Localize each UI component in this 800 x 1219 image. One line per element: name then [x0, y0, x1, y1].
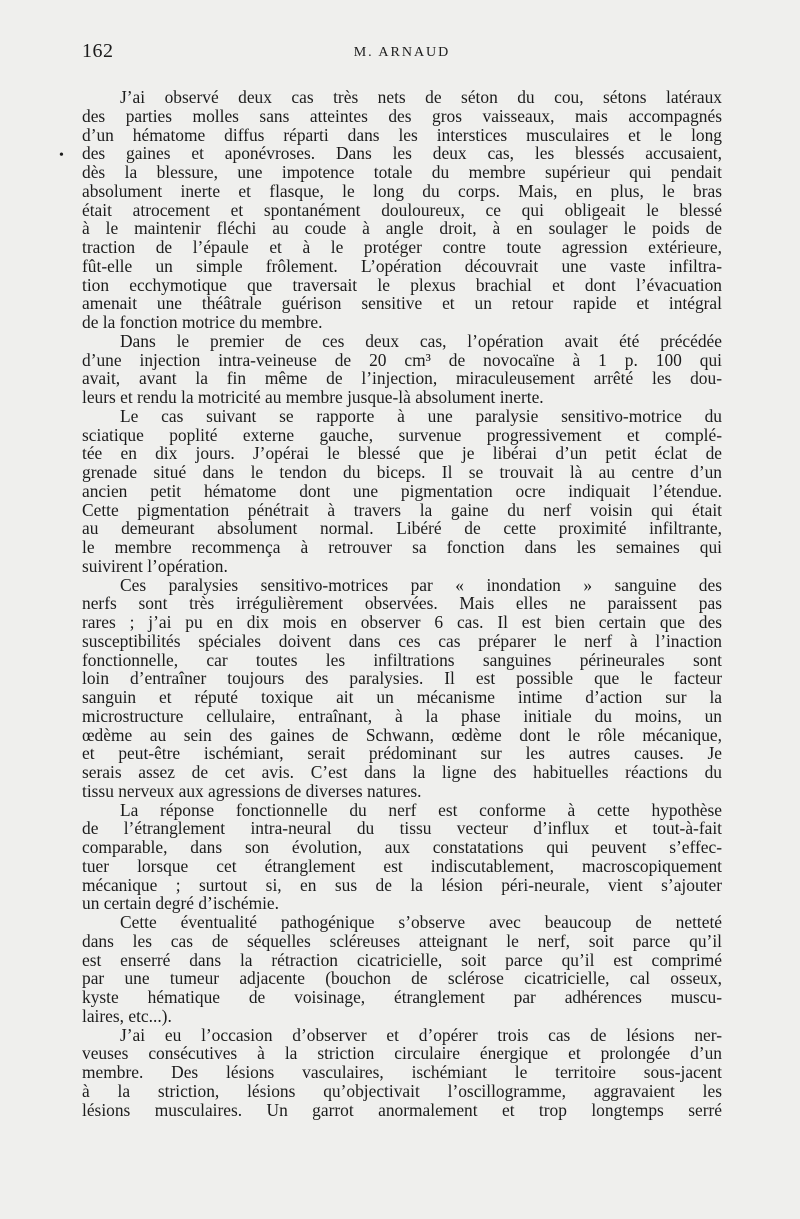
paragraph — [82, 1026, 722, 1120]
text-line: rares ; j’ai pu en dix mois en observer 6 cas. Il est bien certain que des — [82, 612, 722, 632]
text-line: absolument inerte et flasque, le long du corps. Mais, en plus, le bras — [82, 180, 722, 201]
text-line: tissu nerveux aux agressions de diverses natures. — [82, 780, 422, 801]
running-head: M. ARNAUD — [353, 45, 451, 60]
page-number: 162 — [82, 40, 114, 62]
text-line: lésions musculaires. Un garrot anormalement et trop longtemps serré — [82, 1099, 722, 1120]
text-line: est enserré dans la rétraction cicatricielle, soit parce qu’il est comprimé — [82, 949, 722, 970]
text-line: à la striction, lésions qu’objectivait l’oscillogramme, aggravaient les — [82, 1080, 722, 1101]
text-line: ancien petit hématome dont une pigmentation ocre indiquait l’étendue. — [82, 480, 722, 501]
paragraph — [82, 801, 722, 914]
text-line: leurs et rendu la motricité au membre jusque-là absolument inerte. — [82, 387, 544, 407]
text-line: J’ai observé deux cas très nets de séton du cou, sétons latéraux — [120, 87, 722, 107]
text-line: amenait une théâtrale guérison sensitive et un retour rapide et intégral — [82, 293, 722, 314]
paragraph — [82, 332, 722, 407]
text-line: avait, avant la fin même de l’injection, miraculeusement arrêté les dou- — [82, 368, 722, 389]
text-line: œdème au sein des gaines de Schwann, œdème dont le rôle mécanique, — [82, 724, 722, 745]
text-line: était atrocement et spontanément douloureux, ce qui obligeait le blessé — [82, 199, 722, 220]
text-line: dans les cas de séquelles scléreuses atteignant le nerf, soit parce qu’il — [82, 930, 722, 951]
text-line: fût-elle un simple frôlement. L’opération découvrait une vaste infiltra- — [82, 255, 722, 276]
text-line: Le cas suivant se rapporte à une paralysie sensitivo-motrice du — [120, 405, 722, 426]
paragraph — [82, 913, 722, 1026]
text-line: le membre recommença à retrouver sa fonction dans les semaines qui — [82, 537, 722, 557]
text-line: membre. Des lésions vasculaires, ischémiant le territoire sous-jacent — [82, 1062, 722, 1082]
paragraph — [82, 407, 722, 576]
text-line: La réponse fonctionnelle du nerf est conforme à cette hypothèse — [120, 799, 722, 820]
text-line: Cette pigmentation pénétrait à travers la gaine du nerf voisin qui était — [82, 499, 722, 520]
text-line: serais assez de cet avis. C’est dans la ligne des habituelles réactions du — [82, 762, 722, 782]
text-line: grenade situé dans le tendon du biceps. Il se trouvait là au centre d’un — [82, 462, 722, 482]
text-line: des gaines et aponévroses. Dans les deux cas, les blessés accusaient, — [82, 143, 722, 164]
text-line: au demeurant absolument normal. Libéré de cette proximité infiltrante, — [82, 518, 722, 539]
text-line: suivirent l’opération. — [82, 555, 228, 576]
text-line: veuses consécutives à la striction circulaire énergique et prolongée d’un — [82, 1043, 722, 1064]
text-line: traction de l’épaule et à le protéger contre toute agression extérieure, — [82, 237, 722, 257]
text-line: d’une injection intra-veineuse de 20 cm³ de novocaïne à 1 p. 100 qui — [82, 349, 722, 370]
text-line: loin d’entraîner toujours des paralysies. Il est possible que le facteur — [82, 668, 722, 689]
text-line: sciatique poplité externe gauche, survenue progressivement et complé- — [82, 424, 722, 445]
text-line: sanguin et réputé toxique ait un mécanisme intime d’action sur la — [82, 687, 722, 707]
text-line: laires, etc...). — [82, 1005, 172, 1026]
text-line: des parties molles sans atteintes des gros vaisseaux, mais accompagnés — [82, 105, 722, 126]
text-line: nerfs sont très irrégulièrement observées. Mais elles ne paraissent pas — [82, 593, 722, 614]
text-line: par une tumeur adjacente (bouchon de sclérose cicatricielle, cal osseux, — [82, 968, 722, 989]
margin-mark: • — [59, 148, 64, 163]
text-line: dès la blessure, une impotence totale du membre supérieur qui pendait — [82, 162, 722, 182]
text-line: tée en dix jours. J’opérai le blessé que je libérai d’un petit éclat de — [82, 443, 722, 464]
text-line: fonctionnelle, car toutes les infiltrations sanguines périneurales sont — [82, 649, 722, 670]
text-line: d’un hématome diffus réparti dans les interstices musculaires et le long — [82, 124, 722, 145]
text-line: microstructure cellulaire, entraînant, à la phase initiale du moins, un — [82, 705, 722, 726]
paragraph — [82, 88, 722, 332]
text-line: Dans le premier de ces deux cas, l’opération avait été précédée — [120, 330, 722, 351]
text-line: susceptibilités spéciales doivent dans ces cas préparer le nerf à l’inaction — [82, 630, 722, 651]
text-line: comparable, dans son évolution, aux constatations qui peuvent s’effec- — [82, 837, 722, 857]
text-line: tuer lorsque cet étranglement est indiscutablement, macroscopiquement — [82, 855, 722, 876]
body-text — [82, 88, 722, 1119]
text-line: un certain degré d’ischémie. — [82, 893, 280, 914]
text-line: kyste hématique de voisinage, étranglement par adhérences muscu- — [82, 987, 722, 1007]
text-line: Cette éventualité pathogénique s’observe avec beaucoup de netteté — [120, 912, 722, 932]
paragraph — [82, 576, 722, 801]
text-line: mécanique ; surtout si, en sus de la lésion péri-neurale, vient s’ajouter — [82, 874, 722, 895]
text-line: tion ecchymotique que traversait le plexus brachial et dont l’évacuation — [82, 274, 722, 295]
text-line: de l’étranglement intra-neural du tissu vecteur d’influx et tout-à-fait — [82, 818, 722, 839]
text-line: J’ai eu l’occasion d’observer et d’opérer trois cas de lésions ner- — [120, 1024, 722, 1045]
text-line: à le maintenir fléchi au coude à angle droit, à en soulager le poids de — [82, 218, 722, 239]
text-line: Ces paralysies sensitivo-motrices par « inondation » sanguine des — [120, 574, 722, 595]
text-line: et peut-être ischémiant, serait prédominant sur les autres causes. Je — [82, 743, 722, 764]
text-line: de la fonction motrice du membre. — [82, 312, 323, 332]
page-header — [82, 40, 722, 70]
